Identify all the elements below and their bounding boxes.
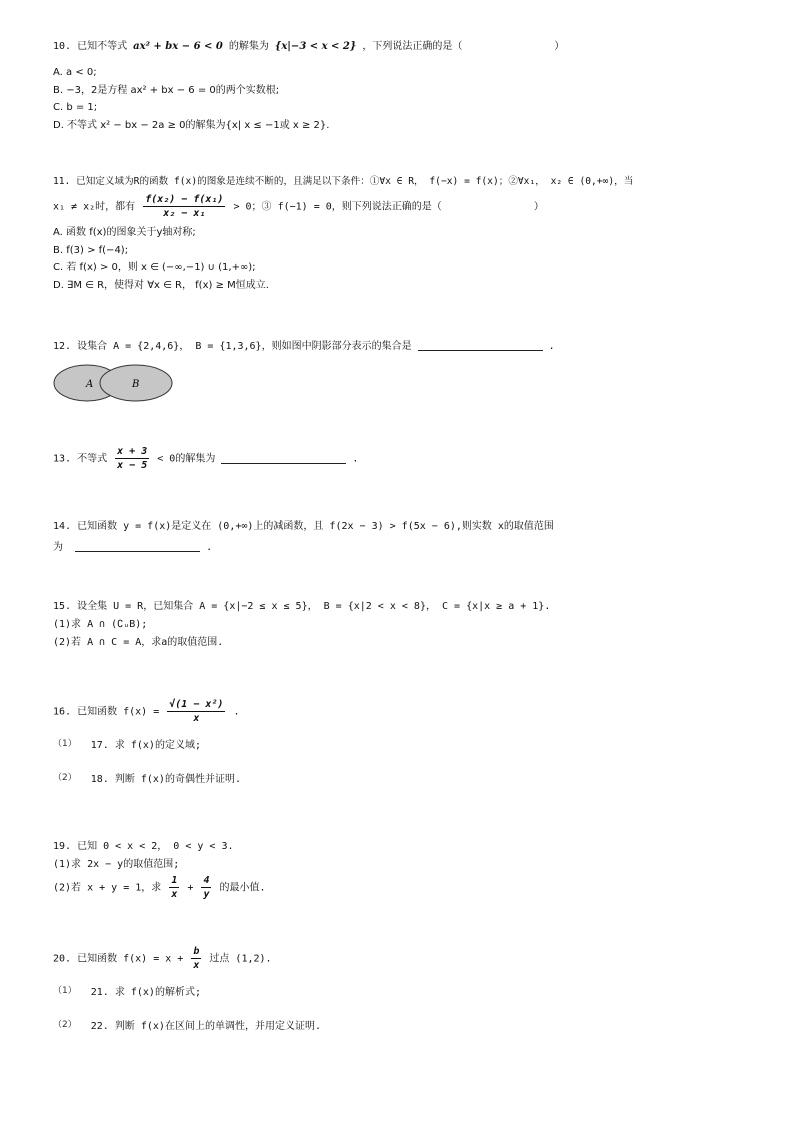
q19-fraction-2-denominator: y [203,889,210,900]
q10-stem: 10. 已知不等式 [53,41,128,52]
question-10 [53,38,754,134]
q11-option-d: D. ∃M ∈ R，使得对 ∀x ∈ R， f(x) ≥ M恒成立. [53,279,269,291]
question-15 [53,598,754,652]
q16-end: . [233,706,240,718]
q19-part-2-post: 的最小值. [219,882,266,894]
q20-denominator: x [193,960,200,971]
q19-fraction-2-numerator: 4 [203,875,210,886]
q20-sub2-tag: （2） [53,1020,77,1030]
q16-sub1-tag: （1） [53,739,77,749]
q16-sub2: 18. 判断 f(x)的奇偶性并证明. [90,774,241,785]
question-11 [53,173,754,294]
q11-fraction [143,193,225,220]
q11-line-2a: x₁ ≠ x₂时，都有 [53,201,136,213]
q10-tail: ，下列说法正确的是（ [362,41,463,52]
q15-part-1: (1)求 A ∩ (∁ᵤB); [53,619,148,630]
q10-option-a: A. a < 0; [53,67,97,78]
q19-line-1: 19. 已知 0 < x < 2， 0 < y < 3. [53,841,234,852]
q20-sub1-tag: （1） [53,986,77,996]
q11-option-b: B. f(3) > f(−4); [53,244,129,256]
q10-close-paren: ） [554,41,565,52]
q16-fraction [167,698,225,725]
question-13 [53,445,754,472]
question-16 [53,698,754,789]
q20-pre: 20. 已知函数 f(x) = x + [53,953,184,965]
venn-label-a: A [86,379,94,390]
q10-inequality: ax² + bx − 6 < 0 [133,41,223,52]
question-19 [53,838,754,901]
q16-denominator: x [193,713,200,724]
q11-option-a: A. 函数 f(x)的图象关于y轴对称; [53,227,196,238]
question-12 [53,338,754,356]
q16-pre: 16. 已知函数 f(x) = [53,706,160,718]
q20-sub1: 21. 求 f(x)的解析式; [90,987,201,998]
q19-fraction-1-denominator: x [171,889,178,900]
q11-line-2b: > 0；③ f(−1) = 0，则下列说法正确的是（ [233,201,442,213]
q16-sub2-tag: （2） [53,773,77,783]
q14-line-2: 为 [53,542,63,553]
q19-part-1: (1)求 2x − y的取值范围; [53,859,180,870]
q16-numerator: √(1 − x²) [169,699,224,710]
q13-pre: 13. 不等式 [53,453,108,465]
q11-option-c: C. 若 f(x) > 0，则 x ∈ (−∞,−1) ∪ (1,+∞); [53,262,256,273]
q15-part-2: (2)若 A ∩ C = A，求a的取值范围. [53,637,224,648]
q19-fraction-1-numerator: 1 [171,875,178,886]
q13-fraction [115,445,149,472]
q12-text: 12. 设集合 A = {2,4,6}， B = {1,3,6}，则如图中阴影部分表示的集合是 [53,341,412,352]
q20-sub2: 22. 判断 f(x)在区间上的单调性，并用定义证明. [90,1021,321,1032]
question-14 [53,518,754,557]
q10-solution-set: {x|−3 < x < 2} [274,41,357,52]
q10-mid: 的解集为 [228,41,269,52]
q20-fraction [191,945,201,972]
q13-numerator: x + 3 [117,446,148,457]
q20-numerator: b [193,946,200,957]
q11-line-1: 11. 已知定义域为R的函数 f(x)的图象是连续不断的，且满足以下条件：①∀x ∈ R， f(−x) = f(x)；②∀x₁， x₂ ∈ (0,+∞)，当 [53,176,634,187]
q12-answer-blank[interactable] [418,338,543,351]
venn-label-b: B [132,379,140,390]
question-20 [53,945,754,1036]
q20-post: 过点 (1,2). [209,953,272,965]
q13-end: . [352,453,359,465]
q14-line-1: 14. 已知函数 y = f(x)是定义在 (0,+∞)上的减函数，且 f(2x − 3) > f(5x − 6),则实数 x的取值范围 [53,521,554,532]
q15-line-1: 15. 设全集 U = R，已知集合 A = {x|−2 ≤ x ≤ 5}， B = {x|2 < x < 8}， C = {x|x ≥ a + 1}. [53,601,551,612]
q19-plus: + [187,882,194,894]
q13-answer-blank[interactable] [221,451,346,464]
q10-option-b: B. −3，2是方程 ax² + bx − 6 = 0的两个实数根; [53,84,280,96]
q19-fraction-1 [169,874,179,901]
q19-part-2-pre: (2)若 x + y = 1，求 [53,882,162,894]
q13-denominator: x − 5 [117,460,148,471]
q19-fraction-2 [201,874,211,901]
q12-end: . [548,341,555,352]
q16-sub1: 17. 求 f(x)的定义域; [90,740,201,751]
q11-close-paren: ） [533,201,544,213]
venn-diagram [52,362,176,404]
q14-answer-blank[interactable] [75,539,200,552]
q11-fraction-denominator: x₂ − x₁ [163,208,206,219]
q14-end: . [206,542,213,553]
q13-post: < 0的解集为 [157,453,216,465]
q11-fraction-numerator: f(x₂) − f(x₁) [145,194,224,205]
q10-option-c: C. b = 1; [53,102,98,113]
q10-option-d: D. 不等式 x² − bx − 2a ≥ 0的解集为{x| x ≤ −1或 x ≥ 2}. [53,119,330,131]
